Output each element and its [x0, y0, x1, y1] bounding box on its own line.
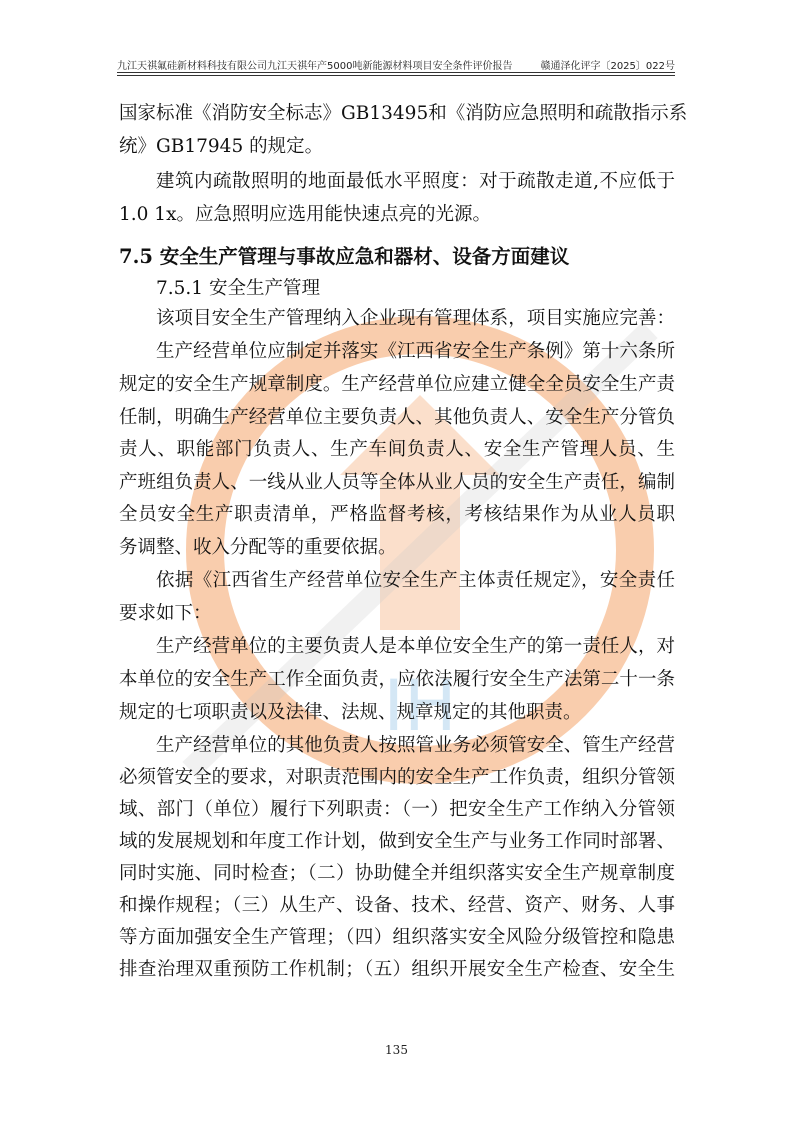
- body-line: 生产经营单位的其他负责人按照管业务必须管安全、管生产经营: [156, 735, 675, 756]
- body-line: 等方面加强安全生产管理；（四）组织落实安全风险分级管控和隐患: [119, 927, 675, 948]
- body-line: 责人、职能部门负责人、生产车间负责人、安全生产管理人员、生: [119, 439, 675, 460]
- body-line: 依据《江西省生产经营单位安全生产主体责任规定》，安全责任: [156, 570, 675, 591]
- header-report-number: 赣通泽化评字〔2025〕022号: [540, 61, 675, 72]
- body-line: 本单位的安全生产工作全面负责，应依法履行安全生产法第二十一条: [119, 669, 675, 690]
- running-header: [117, 55, 675, 73]
- body-line: 生产经营单位应制定并落实《江西省安全生产条例》第十六条所: [156, 341, 675, 362]
- body-line: 1.0 1x。应急照明应选用能快速点亮的光源。: [119, 204, 492, 225]
- body-line: 生产经营单位的主要负责人是本单位安全生产的第一责任人，对: [156, 636, 675, 657]
- body-line: 统》GB17945 的规定。: [119, 136, 324, 157]
- header-rule-thin: [117, 75, 675, 76]
- body-line: 同时实施、同时检查；（二）协助健全并组织落实安全生产规章制度: [119, 863, 675, 884]
- body-line: 和操作规程；（三）从生产、设备、技术、经营、资产、财务、人事: [119, 895, 675, 916]
- body-line: 要求如下：: [119, 603, 212, 624]
- body-line: 国家标准《消防安全标志》GB13495和《消防应急照明和疏散指示系: [119, 103, 688, 124]
- section-heading: 7.5 安全生产管理与事故应急和器材、设备方面建议: [119, 245, 570, 268]
- body-line: 排查治理双重预防工作机制；（五）组织开展安全生产检查、安全生: [119, 959, 675, 980]
- body-line: 建筑内疏散照明的地面最低水平照度：对于疏散走道,不应低于: [156, 171, 675, 192]
- body-line: 产班组负责人、一线从业人员等全体从业人员的安全生产责任，编制: [119, 472, 675, 493]
- body-line: 该项目安全生产管理纳入企业现有管理体系，项目实施应完善：: [156, 308, 675, 329]
- body-line: 必须管安全的要求，对职责范围内的安全生产工作负责，组织分管领: [119, 767, 675, 788]
- subsection-heading: 7.5.1 安全生产管理: [156, 278, 320, 299]
- body-line: 规定的安全生产规章制度。生产经营单位应建立健全全员安全生产责: [119, 374, 675, 395]
- body-line: 务调整、收入分配等的重要依据。: [119, 537, 397, 558]
- header-rule-thick: [117, 72, 675, 73]
- body-line: 任制，明确生产经营单位主要负责人、其他负责人、安全生产分管负: [119, 407, 675, 428]
- body-line: 全员安全生产职责清单，严格监督考核，考核结果作为从业人员职: [119, 504, 675, 525]
- body-line: 规定的七项职责以及法律、法规、规章规定的其他职责。: [119, 702, 582, 723]
- header-title: 九江天祺氟硅新材料科技有限公司九江天祺年产5000吨新能源材料项目安全条件评价报告: [117, 61, 513, 72]
- page-number: 135: [385, 1043, 408, 1057]
- svg-text:IH: IH: [383, 665, 457, 747]
- body-line: 域的发展规划和年度工作计划，做到安全生产与业务工作同时部署、: [119, 831, 675, 852]
- body-line: 域、部门（单位）履行下列职责：（一）把安全生产工作纳入分管领: [119, 799, 675, 820]
